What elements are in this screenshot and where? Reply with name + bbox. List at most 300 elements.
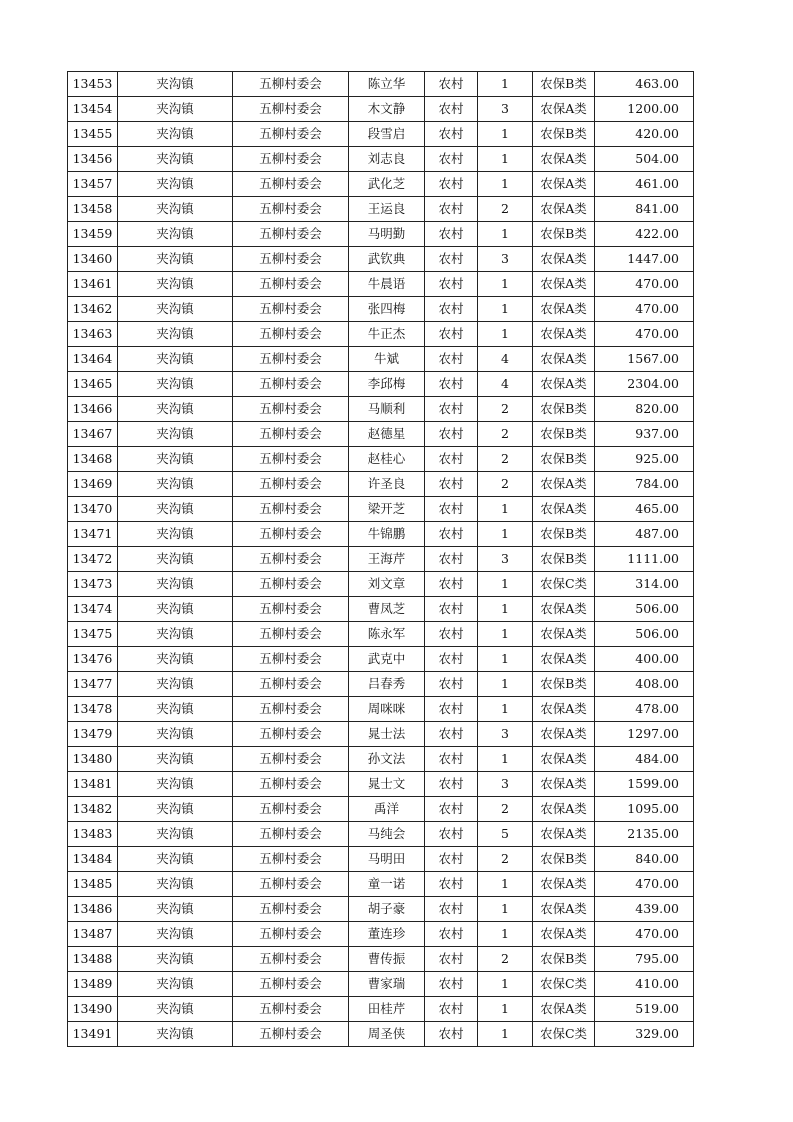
cell-amount: 408.00 <box>595 672 694 697</box>
table-row <box>68 822 694 847</box>
cell-count: 1 <box>478 647 533 672</box>
cell-village: 五柳村委会 <box>233 797 349 822</box>
table-row <box>68 672 694 697</box>
cell-village: 五柳村委会 <box>233 1022 349 1047</box>
cell-town: 夹沟镇 <box>118 597 233 622</box>
cell-count: 1 <box>478 972 533 997</box>
table-row <box>68 272 694 297</box>
cell-serial: 13460 <box>68 247 118 272</box>
cell-village: 五柳村委会 <box>233 322 349 347</box>
table-row <box>68 522 694 547</box>
cell-serial: 13491 <box>68 1022 118 1047</box>
table-body <box>68 72 694 1047</box>
cell-household-type: 农村 <box>425 122 478 147</box>
table-row <box>68 472 694 497</box>
cell-name: 马顺利 <box>349 397 425 422</box>
cell-village: 五柳村委会 <box>233 672 349 697</box>
table-row <box>68 572 694 597</box>
cell-name: 刘志良 <box>349 147 425 172</box>
cell-town: 夹沟镇 <box>118 147 233 172</box>
cell-serial: 13454 <box>68 97 118 122</box>
cell-name: 武克中 <box>349 647 425 672</box>
cell-village: 五柳村委会 <box>233 472 349 497</box>
table-row <box>68 172 694 197</box>
cell-category: 农保B类 <box>533 672 595 697</box>
cell-serial: 13453 <box>68 72 118 97</box>
cell-town: 夹沟镇 <box>118 672 233 697</box>
table-row <box>68 447 694 472</box>
cell-amount: 2304.00 <box>595 372 694 397</box>
table-row <box>68 122 694 147</box>
cell-serial: 13476 <box>68 647 118 672</box>
cell-category: 农保A类 <box>533 922 595 947</box>
cell-village: 五柳村委会 <box>233 572 349 597</box>
cell-town: 夹沟镇 <box>118 947 233 972</box>
cell-town: 夹沟镇 <box>118 122 233 147</box>
cell-amount: 820.00 <box>595 397 694 422</box>
cell-category: 农保A类 <box>533 497 595 522</box>
cell-household-type: 农村 <box>425 947 478 972</box>
cell-town: 夹沟镇 <box>118 847 233 872</box>
cell-serial: 13485 <box>68 872 118 897</box>
cell-category: 农保B类 <box>533 422 595 447</box>
cell-serial: 13468 <box>68 447 118 472</box>
cell-household-type: 农村 <box>425 497 478 522</box>
table-row <box>68 597 694 622</box>
cell-amount: 1567.00 <box>595 347 694 372</box>
cell-household-type: 农村 <box>425 697 478 722</box>
cell-amount: 470.00 <box>595 272 694 297</box>
cell-count: 1 <box>478 997 533 1022</box>
cell-household-type: 农村 <box>425 797 478 822</box>
cell-amount: 439.00 <box>595 897 694 922</box>
cell-amount: 487.00 <box>595 522 694 547</box>
cell-amount: 484.00 <box>595 747 694 772</box>
cell-serial: 13457 <box>68 172 118 197</box>
cell-name: 赵桂心 <box>349 447 425 472</box>
cell-town: 夹沟镇 <box>118 222 233 247</box>
table-row <box>68 197 694 222</box>
cell-amount: 795.00 <box>595 947 694 972</box>
cell-serial: 13482 <box>68 797 118 822</box>
table-row <box>68 872 694 897</box>
cell-town: 夹沟镇 <box>118 722 233 747</box>
cell-household-type: 农村 <box>425 247 478 272</box>
cell-count: 2 <box>478 797 533 822</box>
cell-serial: 13456 <box>68 147 118 172</box>
cell-category: 农保B类 <box>533 122 595 147</box>
cell-serial: 13484 <box>68 847 118 872</box>
cell-village: 五柳村委会 <box>233 372 349 397</box>
cell-name: 梁开芝 <box>349 497 425 522</box>
cell-household-type: 农村 <box>425 597 478 622</box>
cell-serial: 13487 <box>68 922 118 947</box>
cell-name: 王海芹 <box>349 547 425 572</box>
cell-name: 刘文章 <box>349 572 425 597</box>
cell-category: 农保A类 <box>533 797 595 822</box>
cell-serial: 13483 <box>68 822 118 847</box>
cell-count: 1 <box>478 72 533 97</box>
cell-count: 1 <box>478 597 533 622</box>
cell-count: 2 <box>478 847 533 872</box>
cell-category: 农保A类 <box>533 722 595 747</box>
table-row <box>68 747 694 772</box>
cell-village: 五柳村委会 <box>233 822 349 847</box>
table-row <box>68 647 694 672</box>
cell-category: 农保A类 <box>533 322 595 347</box>
cell-amount: 314.00 <box>595 572 694 597</box>
cell-town: 夹沟镇 <box>118 772 233 797</box>
cell-amount: 420.00 <box>595 122 694 147</box>
cell-serial: 13462 <box>68 297 118 322</box>
benefit-table <box>67 71 694 1047</box>
cell-town: 夹沟镇 <box>118 422 233 447</box>
cell-household-type: 农村 <box>425 472 478 497</box>
cell-serial: 13458 <box>68 197 118 222</box>
table-row <box>68 147 694 172</box>
table-row <box>68 497 694 522</box>
cell-amount: 465.00 <box>595 497 694 522</box>
cell-category: 农保A类 <box>533 172 595 197</box>
cell-serial: 13469 <box>68 472 118 497</box>
cell-household-type: 农村 <box>425 847 478 872</box>
cell-town: 夹沟镇 <box>118 897 233 922</box>
table-row <box>68 897 694 922</box>
cell-household-type: 农村 <box>425 1022 478 1047</box>
cell-name: 周咪咪 <box>349 697 425 722</box>
cell-serial: 13459 <box>68 222 118 247</box>
cell-amount: 2135.00 <box>595 822 694 847</box>
cell-village: 五柳村委会 <box>233 447 349 472</box>
table-row <box>68 372 694 397</box>
cell-category: 农保A类 <box>533 747 595 772</box>
cell-household-type: 农村 <box>425 72 478 97</box>
cell-serial: 13463 <box>68 322 118 347</box>
cell-serial: 13466 <box>68 397 118 422</box>
cell-household-type: 农村 <box>425 272 478 297</box>
cell-category: 农保A类 <box>533 97 595 122</box>
cell-count: 1 <box>478 147 533 172</box>
cell-category: 农保A类 <box>533 622 595 647</box>
cell-name: 马明田 <box>349 847 425 872</box>
cell-count: 3 <box>478 247 533 272</box>
cell-name: 陈永军 <box>349 622 425 647</box>
cell-category: 农保A类 <box>533 997 595 1022</box>
cell-category: 农保B类 <box>533 222 595 247</box>
cell-amount: 504.00 <box>595 147 694 172</box>
cell-village: 五柳村委会 <box>233 997 349 1022</box>
cell-count: 3 <box>478 772 533 797</box>
cell-name: 陈立华 <box>349 72 425 97</box>
cell-town: 夹沟镇 <box>118 922 233 947</box>
cell-name: 木文静 <box>349 97 425 122</box>
cell-category: 农保C类 <box>533 1022 595 1047</box>
table-row <box>68 322 694 347</box>
cell-name: 曹家瑞 <box>349 972 425 997</box>
cell-household-type: 农村 <box>425 422 478 447</box>
cell-village: 五柳村委会 <box>233 722 349 747</box>
cell-count: 3 <box>478 722 533 747</box>
table-row <box>68 297 694 322</box>
cell-amount: 506.00 <box>595 622 694 647</box>
cell-household-type: 农村 <box>425 97 478 122</box>
table-row <box>68 622 694 647</box>
cell-village: 五柳村委会 <box>233 247 349 272</box>
cell-name: 武钦典 <box>349 247 425 272</box>
cell-count: 1 <box>478 672 533 697</box>
table-row <box>68 947 694 972</box>
cell-village: 五柳村委会 <box>233 872 349 897</box>
cell-household-type: 农村 <box>425 447 478 472</box>
cell-category: 农保B类 <box>533 447 595 472</box>
cell-village: 五柳村委会 <box>233 622 349 647</box>
cell-count: 1 <box>478 222 533 247</box>
cell-household-type: 农村 <box>425 347 478 372</box>
cell-name: 董连珍 <box>349 922 425 947</box>
cell-serial: 13479 <box>68 722 118 747</box>
cell-town: 夹沟镇 <box>118 397 233 422</box>
cell-name: 孙文法 <box>349 747 425 772</box>
cell-serial: 13475 <box>68 622 118 647</box>
cell-serial: 13461 <box>68 272 118 297</box>
cell-village: 五柳村委会 <box>233 747 349 772</box>
cell-count: 1 <box>478 897 533 922</box>
cell-name: 吕春秀 <box>349 672 425 697</box>
cell-village: 五柳村委会 <box>233 697 349 722</box>
cell-village: 五柳村委会 <box>233 272 349 297</box>
cell-village: 五柳村委会 <box>233 147 349 172</box>
cell-category: 农保B类 <box>533 547 595 572</box>
cell-category: 农保A类 <box>533 647 595 672</box>
cell-household-type: 农村 <box>425 522 478 547</box>
cell-count: 4 <box>478 372 533 397</box>
cell-count: 1 <box>478 522 533 547</box>
cell-count: 2 <box>478 422 533 447</box>
cell-count: 2 <box>478 197 533 222</box>
cell-count: 1 <box>478 572 533 597</box>
cell-town: 夹沟镇 <box>118 372 233 397</box>
cell-name: 周圣侠 <box>349 1022 425 1047</box>
cell-amount: 1599.00 <box>595 772 694 797</box>
cell-town: 夹沟镇 <box>118 697 233 722</box>
table-row <box>68 422 694 447</box>
cell-count: 4 <box>478 347 533 372</box>
table-row <box>68 972 694 997</box>
cell-amount: 400.00 <box>595 647 694 672</box>
cell-village: 五柳村委会 <box>233 97 349 122</box>
cell-count: 1 <box>478 172 533 197</box>
table-row <box>68 547 694 572</box>
cell-amount: 519.00 <box>595 997 694 1022</box>
cell-village: 五柳村委会 <box>233 972 349 997</box>
cell-category: 农保C类 <box>533 572 595 597</box>
cell-village: 五柳村委会 <box>233 297 349 322</box>
cell-name: 曹凤芝 <box>349 597 425 622</box>
cell-household-type: 农村 <box>425 672 478 697</box>
cell-amount: 937.00 <box>595 422 694 447</box>
table-row <box>68 922 694 947</box>
cell-household-type: 农村 <box>425 722 478 747</box>
cell-serial: 13474 <box>68 597 118 622</box>
cell-category: 农保A类 <box>533 197 595 222</box>
table-row <box>68 772 694 797</box>
table-row <box>68 97 694 122</box>
cell-amount: 1095.00 <box>595 797 694 822</box>
cell-amount: 470.00 <box>595 297 694 322</box>
cell-household-type: 农村 <box>425 197 478 222</box>
cell-village: 五柳村委会 <box>233 897 349 922</box>
cell-name: 马纯会 <box>349 822 425 847</box>
cell-count: 2 <box>478 447 533 472</box>
cell-count: 3 <box>478 547 533 572</box>
cell-household-type: 农村 <box>425 397 478 422</box>
cell-count: 3 <box>478 97 533 122</box>
cell-count: 1 <box>478 122 533 147</box>
cell-village: 五柳村委会 <box>233 422 349 447</box>
cell-category: 农保A类 <box>533 597 595 622</box>
cell-amount: 841.00 <box>595 197 694 222</box>
cell-amount: 1111.00 <box>595 547 694 572</box>
cell-name: 晁士法 <box>349 722 425 747</box>
cell-serial: 13480 <box>68 747 118 772</box>
cell-name: 胡子豪 <box>349 897 425 922</box>
cell-category: 农保A类 <box>533 272 595 297</box>
cell-town: 夹沟镇 <box>118 1022 233 1047</box>
cell-count: 1 <box>478 697 533 722</box>
cell-name: 牛锦鹏 <box>349 522 425 547</box>
cell-count: 1 <box>478 272 533 297</box>
cell-town: 夹沟镇 <box>118 972 233 997</box>
cell-village: 五柳村委会 <box>233 172 349 197</box>
table-row <box>68 997 694 1022</box>
cell-serial: 13478 <box>68 697 118 722</box>
cell-town: 夹沟镇 <box>118 747 233 772</box>
cell-household-type: 农村 <box>425 622 478 647</box>
cell-category: 农保A类 <box>533 372 595 397</box>
cell-town: 夹沟镇 <box>118 522 233 547</box>
cell-name: 王运良 <box>349 197 425 222</box>
cell-category: 农保B类 <box>533 397 595 422</box>
cell-serial: 13467 <box>68 422 118 447</box>
cell-household-type: 农村 <box>425 997 478 1022</box>
cell-count: 1 <box>478 497 533 522</box>
cell-household-type: 农村 <box>425 372 478 397</box>
cell-household-type: 农村 <box>425 322 478 347</box>
cell-town: 夹沟镇 <box>118 72 233 97</box>
cell-village: 五柳村委会 <box>233 122 349 147</box>
cell-count: 1 <box>478 297 533 322</box>
cell-town: 夹沟镇 <box>118 497 233 522</box>
cell-town: 夹沟镇 <box>118 247 233 272</box>
cell-household-type: 农村 <box>425 647 478 672</box>
cell-town: 夹沟镇 <box>118 447 233 472</box>
cell-serial: 13455 <box>68 122 118 147</box>
cell-village: 五柳村委会 <box>233 947 349 972</box>
table-row <box>68 722 694 747</box>
cell-name: 赵德星 <box>349 422 425 447</box>
table-row <box>68 72 694 97</box>
cell-amount: 840.00 <box>595 847 694 872</box>
cell-household-type: 农村 <box>425 822 478 847</box>
cell-town: 夹沟镇 <box>118 797 233 822</box>
cell-name: 李邱梅 <box>349 372 425 397</box>
cell-household-type: 农村 <box>425 547 478 572</box>
cell-household-type: 农村 <box>425 772 478 797</box>
cell-town: 夹沟镇 <box>118 622 233 647</box>
cell-amount: 470.00 <box>595 872 694 897</box>
cell-village: 五柳村委会 <box>233 72 349 97</box>
cell-serial: 13472 <box>68 547 118 572</box>
cell-household-type: 农村 <box>425 747 478 772</box>
cell-amount: 1200.00 <box>595 97 694 122</box>
cell-household-type: 农村 <box>425 172 478 197</box>
cell-name: 禹洋 <box>349 797 425 822</box>
cell-name: 童一诺 <box>349 872 425 897</box>
cell-household-type: 农村 <box>425 922 478 947</box>
cell-amount: 1297.00 <box>595 722 694 747</box>
cell-village: 五柳村委会 <box>233 197 349 222</box>
cell-category: 农保A类 <box>533 697 595 722</box>
cell-name: 晁士文 <box>349 772 425 797</box>
cell-village: 五柳村委会 <box>233 597 349 622</box>
cell-amount: 470.00 <box>595 322 694 347</box>
table-row <box>68 797 694 822</box>
cell-name: 牛正杰 <box>349 322 425 347</box>
cell-count: 1 <box>478 322 533 347</box>
cell-serial: 13490 <box>68 997 118 1022</box>
cell-serial: 13488 <box>68 947 118 972</box>
cell-name: 武化芝 <box>349 172 425 197</box>
cell-amount: 410.00 <box>595 972 694 997</box>
cell-category: 农保B类 <box>533 522 595 547</box>
cell-serial: 13473 <box>68 572 118 597</box>
cell-town: 夹沟镇 <box>118 822 233 847</box>
cell-town: 夹沟镇 <box>118 547 233 572</box>
cell-category: 农保A类 <box>533 347 595 372</box>
cell-count: 1 <box>478 747 533 772</box>
cell-household-type: 农村 <box>425 297 478 322</box>
cell-name: 田桂芹 <box>349 997 425 1022</box>
cell-town: 夹沟镇 <box>118 347 233 372</box>
cell-category: 农保A类 <box>533 147 595 172</box>
cell-amount: 506.00 <box>595 597 694 622</box>
cell-serial: 13464 <box>68 347 118 372</box>
cell-name: 段雪启 <box>349 122 425 147</box>
cell-village: 五柳村委会 <box>233 522 349 547</box>
cell-household-type: 农村 <box>425 872 478 897</box>
cell-town: 夹沟镇 <box>118 172 233 197</box>
cell-village: 五柳村委会 <box>233 547 349 572</box>
cell-village: 五柳村委会 <box>233 497 349 522</box>
cell-count: 5 <box>478 822 533 847</box>
cell-household-type: 农村 <box>425 972 478 997</box>
cell-category: 农保B类 <box>533 72 595 97</box>
cell-category: 农保B类 <box>533 947 595 972</box>
cell-category: 农保A类 <box>533 247 595 272</box>
cell-village: 五柳村委会 <box>233 847 349 872</box>
cell-town: 夹沟镇 <box>118 197 233 222</box>
cell-household-type: 农村 <box>425 147 478 172</box>
cell-town: 夹沟镇 <box>118 97 233 122</box>
cell-household-type: 农村 <box>425 572 478 597</box>
cell-count: 2 <box>478 472 533 497</box>
cell-town: 夹沟镇 <box>118 297 233 322</box>
cell-amount: 422.00 <box>595 222 694 247</box>
cell-serial: 13477 <box>68 672 118 697</box>
cell-serial: 13481 <box>68 772 118 797</box>
cell-name: 牛斌 <box>349 347 425 372</box>
table-row <box>68 397 694 422</box>
